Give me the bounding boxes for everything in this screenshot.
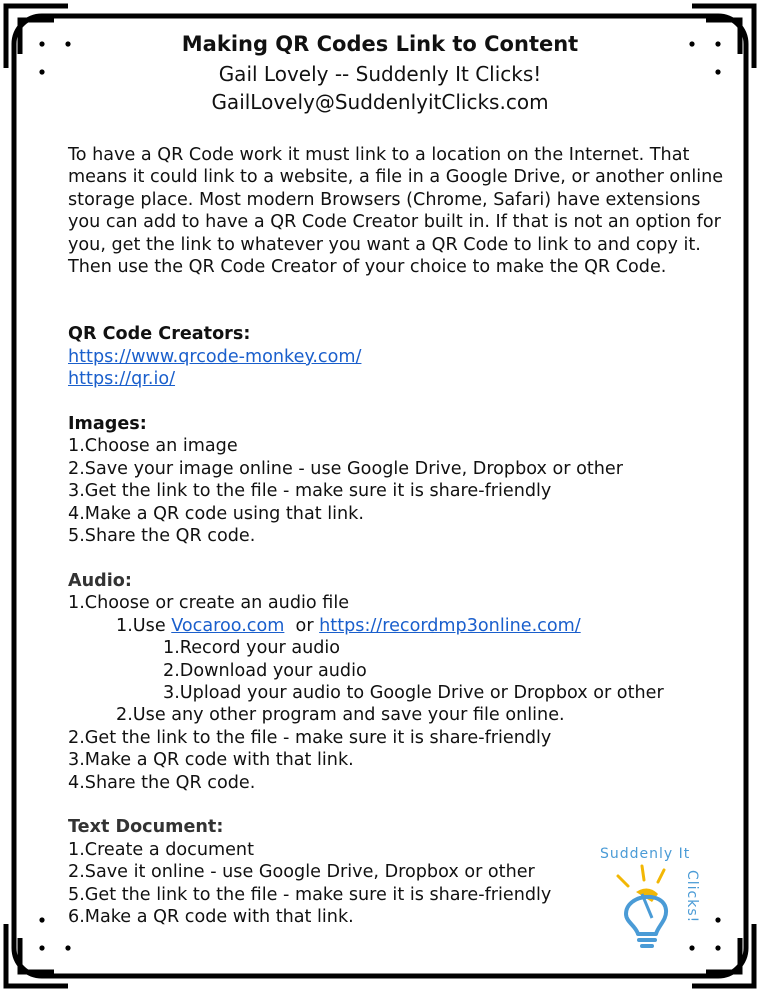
list-item: 3.Make a QR code with that link. (68, 750, 354, 771)
list-item: 2.Save it online - use Google Drive, Dropbox or other (68, 862, 535, 883)
list-item: 1.Choose an image (68, 436, 238, 457)
link-qrcode-monkey[interactable]: https://www.qrcode-monkey.com/ (68, 346, 362, 367)
section-heading-images: Images: (68, 414, 147, 435)
list-item: 1.Create a document (68, 839, 254, 860)
suddenly-it-clicks-logo (596, 840, 716, 952)
lightbulb-icon (618, 866, 666, 946)
author-line: Gail Lovely -- Suddenly It Clicks! (218, 62, 542, 86)
list-item: 5.Share the QR code. (68, 526, 256, 547)
list-item-subsub: 1.Record your audio (163, 638, 341, 659)
list-item-subsub: 3.Upload your audio to Google Drive or Dropbox or other (163, 682, 664, 703)
link-recordmp3online[interactable]: https://recordmp3online.com/ (319, 615, 581, 636)
sub-step-separator: or (284, 615, 320, 636)
section-images (68, 413, 728, 547)
document-title: Making QR Codes Link to Content (181, 32, 579, 56)
link-qr-io[interactable]: https://qr.io/ (68, 369, 176, 390)
list-item: 2.Get the link to the file - make sure it is share-friendly (68, 727, 552, 748)
section-heading-audio: Audio: (68, 570, 132, 591)
document-body (68, 144, 728, 928)
author-email: GailLovely@SuddenlyitClicks.com (211, 90, 549, 114)
logo-text-line1: Suddenly It (600, 846, 691, 862)
section-qr-creators (68, 323, 728, 390)
list-item: 3.Get the link to the file - make sure it is share-friendly (68, 481, 552, 502)
list-item-sub (68, 615, 728, 637)
intro-paragraph: To have a QR Code work it must link to a location on the Internet. That means it could link to a website, a file in a Google Drive, or another online storage place. Most modern Browsers (Chrome, Safari) have extensions you can add to have a QR Code Creator built in. If that is not an option for you, get the link to whatever you want a QR Code to link to and copy it. Then use the QR Code Creator of your choice to make the QR Code. (68, 145, 724, 278)
list-item: 1.Choose or create an audio file (68, 593, 350, 614)
list-item: 6.Make a QR code with that link. (68, 906, 354, 927)
link-vocaroo[interactable]: Vocaroo.com (171, 615, 285, 636)
list-item-subsub: 2.Download your audio (163, 660, 367, 681)
list-item: 4.Make a QR code using that link. (68, 503, 364, 524)
section-audio (68, 570, 728, 794)
list-item: 4.Share the QR code. (68, 772, 256, 793)
logo-text-line2: Clicks! (684, 870, 700, 924)
section-heading-qr-creators: QR Code Creators: (68, 324, 251, 345)
list-item: 2.Save your image online - use Google Drive, Dropbox or other (68, 458, 623, 479)
list-item-sub: 2.Use any other program and save your file online. (116, 705, 565, 726)
section-heading-text-document: Text Document: (68, 817, 224, 838)
sub-step-prefix: 1.Use (116, 615, 172, 636)
list-item: 5.Get the link to the file - make sure it is share-friendly (68, 884, 552, 905)
